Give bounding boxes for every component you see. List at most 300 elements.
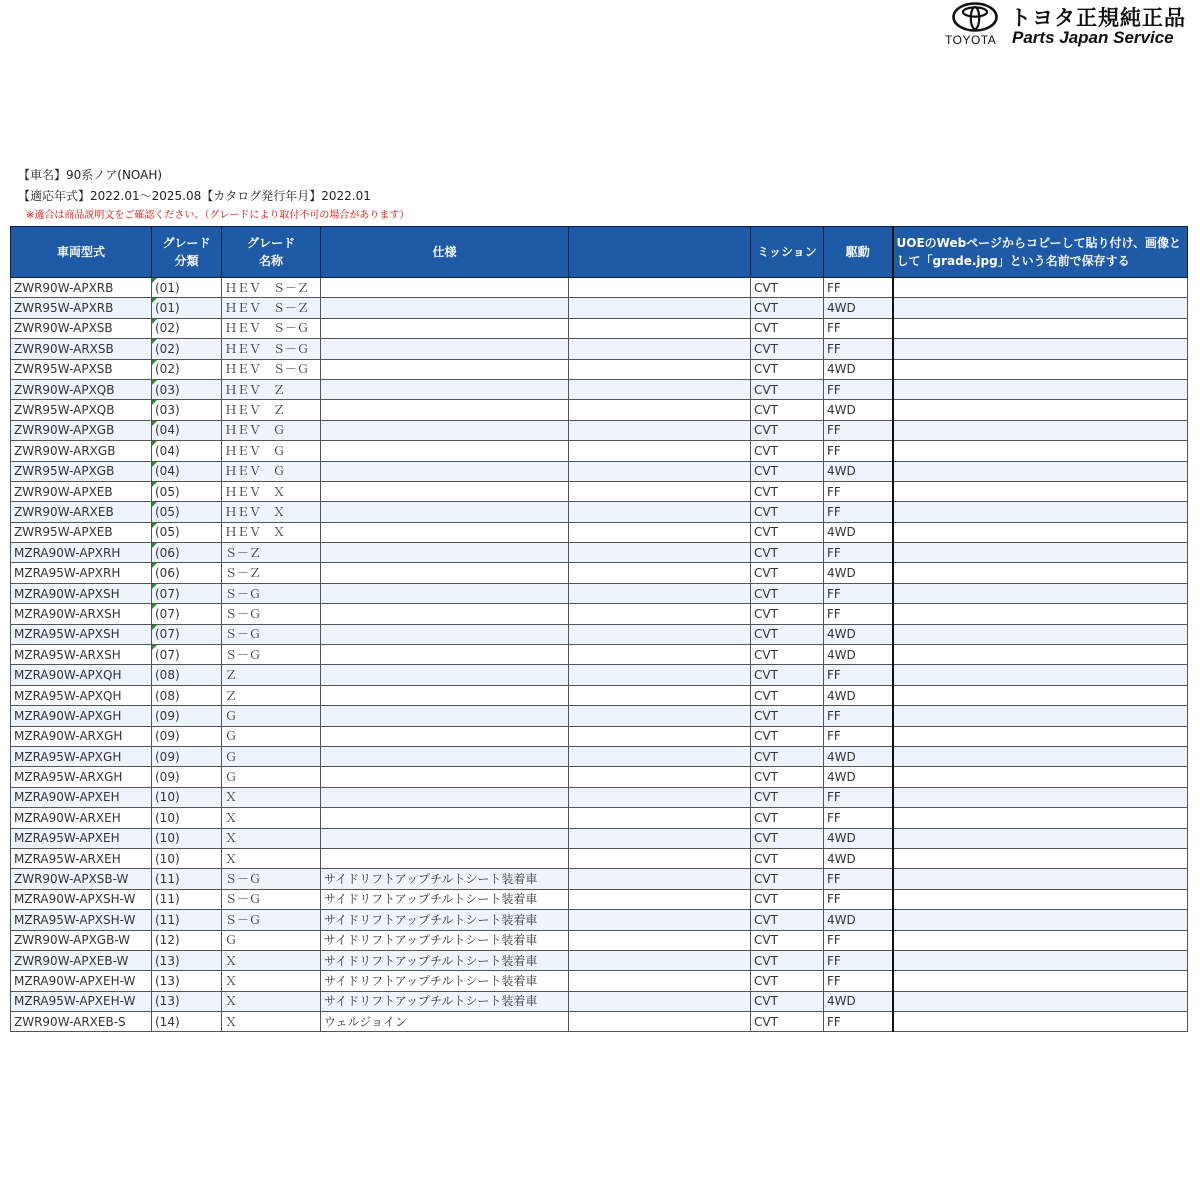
- cell-grade-name: Ｓ－Ｇ: [222, 583, 321, 603]
- cell-grade-name: Ｘ: [222, 1012, 321, 1032]
- cell-grade-name: ＨＥＶ Ｓ－Ｇ: [222, 318, 321, 338]
- cell-grade-code: (09): [152, 706, 222, 726]
- cell-blank: [569, 869, 751, 889]
- cell-grade-code: (09): [152, 746, 222, 766]
- cell-mission: CVT: [751, 787, 824, 807]
- cell-drive: FF: [824, 971, 893, 991]
- cell-model: MZRA95W-ARXGH: [11, 767, 152, 787]
- cell-spec: [321, 441, 569, 461]
- table-row: [11, 604, 1188, 624]
- cell-blank: [569, 910, 751, 930]
- cell-model: ZWR90W-ARXGB: [11, 441, 152, 461]
- col-grade-class: グレード 分類: [152, 227, 222, 278]
- cell-grade-name: Ｘ: [222, 848, 321, 868]
- cell-grade-name: Ｘ: [222, 808, 321, 828]
- cell-grade-name: Ｘ: [222, 971, 321, 991]
- table-row: [11, 889, 1188, 909]
- cell-mission: CVT: [751, 848, 824, 868]
- cell-drive: FF: [824, 543, 893, 563]
- cell-mission: CVT: [751, 604, 824, 624]
- cell-uoe: [893, 991, 1188, 1011]
- table-row: [11, 441, 1188, 461]
- cell-mission: CVT: [751, 441, 824, 461]
- cell-model: ZWR90W-APXGB: [11, 420, 152, 440]
- cell-grade-code: (09): [152, 767, 222, 787]
- cell-blank: [569, 889, 751, 909]
- cell-blank: [569, 828, 751, 848]
- cell-spec: サイドリフトアップチルトシート装着車: [321, 910, 569, 930]
- cell-uoe: [893, 400, 1188, 420]
- cell-model: MZRA95W-ARXSH: [11, 645, 152, 665]
- cell-grade-name: ＨＥＶ Ｇ: [222, 441, 321, 461]
- cell-model: ZWR90W-APXSB-W: [11, 869, 152, 889]
- cell-drive: 4WD: [824, 359, 893, 379]
- cell-spec: [321, 359, 569, 379]
- cell-grade-name: ＨＥＶ Ｓ－Ｇ: [222, 359, 321, 379]
- cell-uoe: [893, 848, 1188, 868]
- table-row: [11, 298, 1188, 318]
- toyota-logo: [944, 2, 1196, 52]
- cell-drive: 4WD: [824, 522, 893, 542]
- table-row: [11, 910, 1188, 930]
- cell-uoe: [893, 543, 1188, 563]
- table-row: [11, 645, 1188, 665]
- cell-blank: [569, 339, 751, 359]
- cell-drive: 4WD: [824, 563, 893, 583]
- cell-spec: [321, 645, 569, 665]
- cell-grade-code: (01): [152, 278, 222, 298]
- cell-drive: 4WD: [824, 645, 893, 665]
- cell-model: MZRA90W-ARXEH: [11, 808, 152, 828]
- cell-uoe: [893, 950, 1188, 970]
- cell-drive: FF: [824, 481, 893, 501]
- cell-spec: サイドリフトアップチルトシート装着車: [321, 971, 569, 991]
- cell-blank: [569, 1012, 751, 1032]
- cell-spec: [321, 543, 569, 563]
- table-row: [11, 481, 1188, 501]
- cell-spec: [321, 563, 569, 583]
- cell-grade-name: Ｇ: [222, 746, 321, 766]
- cell-grade-name: ＨＥＶ Ｚ: [222, 379, 321, 399]
- cell-blank: [569, 481, 751, 501]
- cell-grade-code: (14): [152, 1012, 222, 1032]
- cell-model: ZWR95W-APXGB: [11, 461, 152, 481]
- cell-drive: FF: [824, 502, 893, 522]
- cell-spec: [321, 522, 569, 542]
- cell-grade-code: (01): [152, 298, 222, 318]
- cell-drive: FF: [824, 726, 893, 746]
- cell-mission: CVT: [751, 1012, 824, 1032]
- col-uoe: UOEのWebページからコピーして貼り付け、画像と して「grade.jpg」という名前で保存する: [893, 227, 1188, 278]
- cell-spec: [321, 828, 569, 848]
- cell-grade-name: ＨＥＶ Ｘ: [222, 481, 321, 501]
- table-row: [11, 400, 1188, 420]
- cell-mission: CVT: [751, 318, 824, 338]
- cell-spec: [321, 278, 569, 298]
- cell-spec: [321, 400, 569, 420]
- cell-grade-name: Ｚ: [222, 685, 321, 705]
- cell-grade-name: Ｘ: [222, 828, 321, 848]
- cell-model: MZRA95W-APXQH: [11, 685, 152, 705]
- cell-model: ZWR90W-APXQB: [11, 379, 152, 399]
- table-row: [11, 461, 1188, 481]
- cell-uoe: [893, 746, 1188, 766]
- cell-blank: [569, 685, 751, 705]
- car-name: 【車名】90系ノア(NOAH): [18, 168, 163, 182]
- table-row: [11, 828, 1188, 848]
- cell-uoe: [893, 767, 1188, 787]
- cell-grade-name: Ｘ: [222, 787, 321, 807]
- cell-blank: [569, 298, 751, 318]
- cell-drive: 4WD: [824, 461, 893, 481]
- cell-spec: [321, 502, 569, 522]
- cell-model: MZRA90W-APXQH: [11, 665, 152, 685]
- cell-blank: [569, 706, 751, 726]
- cell-model: MZRA90W-APXSH: [11, 583, 152, 603]
- cell-uoe: [893, 930, 1188, 950]
- cell-uoe: [893, 379, 1188, 399]
- table-row: [11, 991, 1188, 1011]
- cell-model: MZRA90W-APXSH-W: [11, 889, 152, 909]
- cell-grade-name: ＨＥＶ Ｇ: [222, 461, 321, 481]
- cell-grade-name: Ｓ－Ｚ: [222, 543, 321, 563]
- compat-note: ※適合は商品説明文をご確認ください。（グレードにより取付不可の場合があります）: [26, 210, 410, 221]
- cell-drive: 4WD: [824, 298, 893, 318]
- cell-model: ZWR90W-APXEB-W: [11, 950, 152, 970]
- cell-grade-name: ＨＥＶ Ｓ－Ｚ: [222, 298, 321, 318]
- cell-grade-code: (10): [152, 808, 222, 828]
- cell-model: MZRA90W-ARXSH: [11, 604, 152, 624]
- cell-grade-name: Ｚ: [222, 665, 321, 685]
- cell-grade-name: Ｇ: [222, 706, 321, 726]
- cell-grade-code: (04): [152, 441, 222, 461]
- cell-uoe: [893, 604, 1188, 624]
- cell-drive: FF: [824, 706, 893, 726]
- table-row: [11, 522, 1188, 542]
- cell-grade-name: ＨＥＶ Ｓ－Ｚ: [222, 278, 321, 298]
- table-row: [11, 971, 1188, 991]
- cell-mission: CVT: [751, 543, 824, 563]
- cell-grade-code: (07): [152, 583, 222, 603]
- table-row: [11, 746, 1188, 766]
- cell-blank: [569, 502, 751, 522]
- cell-uoe: [893, 502, 1188, 522]
- table-row: [11, 930, 1188, 950]
- table-row: [11, 706, 1188, 726]
- cell-drive: FF: [824, 950, 893, 970]
- cell-spec: [321, 808, 569, 828]
- cell-uoe: [893, 665, 1188, 685]
- cell-drive: 4WD: [824, 828, 893, 848]
- cell-spec: [321, 379, 569, 399]
- spreadsheet: [10, 160, 1188, 1040]
- cell-mission: CVT: [751, 645, 824, 665]
- cell-grade-code: (08): [152, 665, 222, 685]
- table-row: [11, 359, 1188, 379]
- cell-spec: [321, 624, 569, 644]
- cell-uoe: [893, 1012, 1188, 1032]
- cell-model: MZRA90W-APXRH: [11, 543, 152, 563]
- cell-grade-code: (06): [152, 543, 222, 563]
- cell-model: MZRA95W-APXGH: [11, 746, 152, 766]
- cell-grade-name: ＨＥＶ Ｘ: [222, 522, 321, 542]
- cell-drive: 4WD: [824, 624, 893, 644]
- cell-spec: [321, 583, 569, 603]
- table-row: [11, 339, 1188, 359]
- cell-blank: [569, 971, 751, 991]
- cell-mission: CVT: [751, 563, 824, 583]
- cell-grade-code: (10): [152, 848, 222, 868]
- cell-grade-code: (04): [152, 461, 222, 481]
- cell-spec: [321, 461, 569, 481]
- cell-uoe: [893, 359, 1188, 379]
- cell-uoe: [893, 481, 1188, 501]
- cell-blank: [569, 991, 751, 1011]
- cell-blank: [569, 359, 751, 379]
- cell-uoe: [893, 645, 1188, 665]
- table-row: [11, 950, 1188, 970]
- cell-grade-name: Ｓ－Ｇ: [222, 645, 321, 665]
- table-row: [11, 1012, 1188, 1032]
- cell-grade-code: (13): [152, 971, 222, 991]
- cell-uoe: [893, 522, 1188, 542]
- table-row: [11, 583, 1188, 603]
- cell-drive: FF: [824, 379, 893, 399]
- cell-grade-code: (05): [152, 522, 222, 542]
- cell-uoe: [893, 563, 1188, 583]
- table-row: [11, 726, 1188, 746]
- table-row: [11, 685, 1188, 705]
- cell-uoe: [893, 726, 1188, 746]
- cell-spec: [321, 848, 569, 868]
- cell-mission: CVT: [751, 624, 824, 644]
- table-row: [11, 767, 1188, 787]
- cell-grade-name: Ｘ: [222, 991, 321, 1011]
- cell-grade-code: (10): [152, 787, 222, 807]
- cell-uoe: [893, 869, 1188, 889]
- cell-model: ZWR90W-APXRB: [11, 278, 152, 298]
- cell-mission: CVT: [751, 930, 824, 950]
- cell-drive: 4WD: [824, 746, 893, 766]
- table-row: [11, 502, 1188, 522]
- cell-blank: [569, 624, 751, 644]
- col-drive: 駆動: [824, 227, 893, 278]
- cell-model: MZRA90W-ARXGH: [11, 726, 152, 746]
- cell-model: ZWR95W-APXQB: [11, 400, 152, 420]
- cell-mission: CVT: [751, 461, 824, 481]
- cell-grade-name: Ｇ: [222, 930, 321, 950]
- table-row: [11, 379, 1188, 399]
- cell-blank: [569, 318, 751, 338]
- cell-uoe: [893, 685, 1188, 705]
- cell-drive: FF: [824, 808, 893, 828]
- cell-uoe: [893, 828, 1188, 848]
- cell-blank: [569, 522, 751, 542]
- cell-spec: [321, 787, 569, 807]
- cell-blank: [569, 787, 751, 807]
- cell-spec: ウェルジョイン: [321, 1012, 569, 1032]
- cell-grade-name: Ｓ－Ｇ: [222, 910, 321, 930]
- cell-model: ZWR90W-ARXEB: [11, 502, 152, 522]
- cell-uoe: [893, 808, 1188, 828]
- cell-grade-code: (07): [152, 604, 222, 624]
- cell-mission: CVT: [751, 481, 824, 501]
- cell-grade-code: (07): [152, 624, 222, 644]
- cell-model: MZRA90W-APXEH-W: [11, 971, 152, 991]
- table-row: [11, 665, 1188, 685]
- table-row: [11, 787, 1188, 807]
- cell-drive: FF: [824, 278, 893, 298]
- cell-blank: [569, 604, 751, 624]
- brand-name-jp: トヨタ正規純正品: [1010, 6, 1186, 30]
- cell-mission: CVT: [751, 400, 824, 420]
- toyota-emblem-icon: [952, 2, 998, 32]
- cell-spec: [321, 767, 569, 787]
- cell-model: ZWR90W-ARXSB: [11, 339, 152, 359]
- cell-mission: CVT: [751, 298, 824, 318]
- cell-model: MZRA95W-APXEH-W: [11, 991, 152, 1011]
- cell-drive: 4WD: [824, 685, 893, 705]
- cell-grade-code: (11): [152, 889, 222, 909]
- cell-drive: FF: [824, 318, 893, 338]
- cell-uoe: [893, 971, 1188, 991]
- cell-uoe: [893, 461, 1188, 481]
- cell-grade-code: (02): [152, 339, 222, 359]
- cell-grade-code: (03): [152, 379, 222, 399]
- cell-spec: [321, 685, 569, 705]
- cell-mission: CVT: [751, 379, 824, 399]
- cell-blank: [569, 848, 751, 868]
- col-model: 車両型式: [11, 227, 152, 278]
- cell-uoe: [893, 298, 1188, 318]
- cell-drive: FF: [824, 665, 893, 685]
- cell-grade-name: Ｓ－Ｇ: [222, 624, 321, 644]
- cell-drive: 4WD: [824, 400, 893, 420]
- cell-spec: [321, 298, 569, 318]
- cell-spec: [321, 726, 569, 746]
- cell-blank: [569, 461, 751, 481]
- cell-drive: FF: [824, 1012, 893, 1032]
- cell-grade-code: (04): [152, 420, 222, 440]
- cell-mission: CVT: [751, 889, 824, 909]
- cell-grade-code: (12): [152, 930, 222, 950]
- cell-blank: [569, 400, 751, 420]
- cell-uoe: [893, 624, 1188, 644]
- cell-drive: FF: [824, 787, 893, 807]
- cell-spec: [321, 604, 569, 624]
- cell-mission: CVT: [751, 359, 824, 379]
- cell-drive: FF: [824, 583, 893, 603]
- cell-model: MZRA95W-APXEH: [11, 828, 152, 848]
- cell-model: MZRA90W-APXEH: [11, 787, 152, 807]
- model-years: 【適応年式】2022.01～2025.08【カタログ発行年月】2022.01: [18, 189, 371, 203]
- cell-uoe: [893, 420, 1188, 440]
- cell-grade-code: (10): [152, 828, 222, 848]
- cell-model: ZWR95W-APXRB: [11, 298, 152, 318]
- cell-drive: FF: [824, 441, 893, 461]
- cell-blank: [569, 808, 751, 828]
- table-row: [11, 563, 1188, 583]
- cell-blank: [569, 379, 751, 399]
- cell-blank: [569, 278, 751, 298]
- cell-grade-name: ＨＥＶ Ｇ: [222, 420, 321, 440]
- cell-spec: [321, 706, 569, 726]
- cell-blank: [569, 420, 751, 440]
- cell-drive: FF: [824, 339, 893, 359]
- cell-blank: [569, 665, 751, 685]
- cell-spec: [321, 318, 569, 338]
- cell-model: MZRA95W-ARXEH: [11, 848, 152, 868]
- cell-grade-name: ＨＥＶ Ｓ－Ｇ: [222, 339, 321, 359]
- cell-model: ZWR90W-APXSB: [11, 318, 152, 338]
- cell-blank: [569, 746, 751, 766]
- cell-mission: CVT: [751, 685, 824, 705]
- cell-uoe: [893, 910, 1188, 930]
- table-row: [11, 543, 1188, 563]
- cell-grade-name: ＨＥＶ Ｘ: [222, 502, 321, 522]
- brand-logo-text: TOYOTA: [945, 33, 997, 47]
- cell-grade-code: (05): [152, 502, 222, 522]
- cell-drive: 4WD: [824, 991, 893, 1011]
- cell-mission: CVT: [751, 522, 824, 542]
- cell-uoe: [893, 318, 1188, 338]
- cell-mission: CVT: [751, 808, 824, 828]
- cell-mission: CVT: [751, 726, 824, 746]
- cell-blank: [569, 767, 751, 787]
- cell-grade-code: (09): [152, 726, 222, 746]
- table-row: [11, 869, 1188, 889]
- cell-mission: CVT: [751, 746, 824, 766]
- cell-grade-code: (03): [152, 400, 222, 420]
- table-row: [11, 278, 1188, 298]
- cell-grade-code: (07): [152, 645, 222, 665]
- cell-spec: サイドリフトアップチルトシート装着車: [321, 991, 569, 1011]
- cell-spec: [321, 481, 569, 501]
- col-mission: ミッション: [751, 227, 824, 278]
- cell-model: ZWR90W-ARXEB-S: [11, 1012, 152, 1032]
- cell-grade-code: (13): [152, 991, 222, 1011]
- cell-model: ZWR90W-APXGB-W: [11, 930, 152, 950]
- cell-mission: CVT: [751, 767, 824, 787]
- cell-uoe: [893, 441, 1188, 461]
- table-row: [11, 808, 1188, 828]
- cell-mission: CVT: [751, 910, 824, 930]
- cell-mission: CVT: [751, 950, 824, 970]
- cell-blank: [569, 950, 751, 970]
- cell-model: MZRA95W-APXRH: [11, 563, 152, 583]
- cell-drive: 4WD: [824, 848, 893, 868]
- col-spec: 仕様: [321, 227, 569, 278]
- cell-mission: CVT: [751, 971, 824, 991]
- cell-drive: 4WD: [824, 910, 893, 930]
- cell-drive: 4WD: [824, 767, 893, 787]
- cell-mission: CVT: [751, 502, 824, 522]
- cell-blank: [569, 441, 751, 461]
- cell-mission: CVT: [751, 420, 824, 440]
- cell-grade-name: Ｓ－Ｇ: [222, 869, 321, 889]
- cell-mission: CVT: [751, 869, 824, 889]
- cell-grade-name: Ｇ: [222, 726, 321, 746]
- cell-spec: [321, 665, 569, 685]
- cell-grade-name: Ｓ－Ｇ: [222, 889, 321, 909]
- cell-uoe: [893, 706, 1188, 726]
- cell-spec: [321, 339, 569, 359]
- cell-drive: FF: [824, 889, 893, 909]
- cell-model: ZWR95W-APXEB: [11, 522, 152, 542]
- cell-mission: CVT: [751, 706, 824, 726]
- cell-grade-name: ＨＥＶ Ｚ: [222, 400, 321, 420]
- cell-model: ZWR95W-APXSB: [11, 359, 152, 379]
